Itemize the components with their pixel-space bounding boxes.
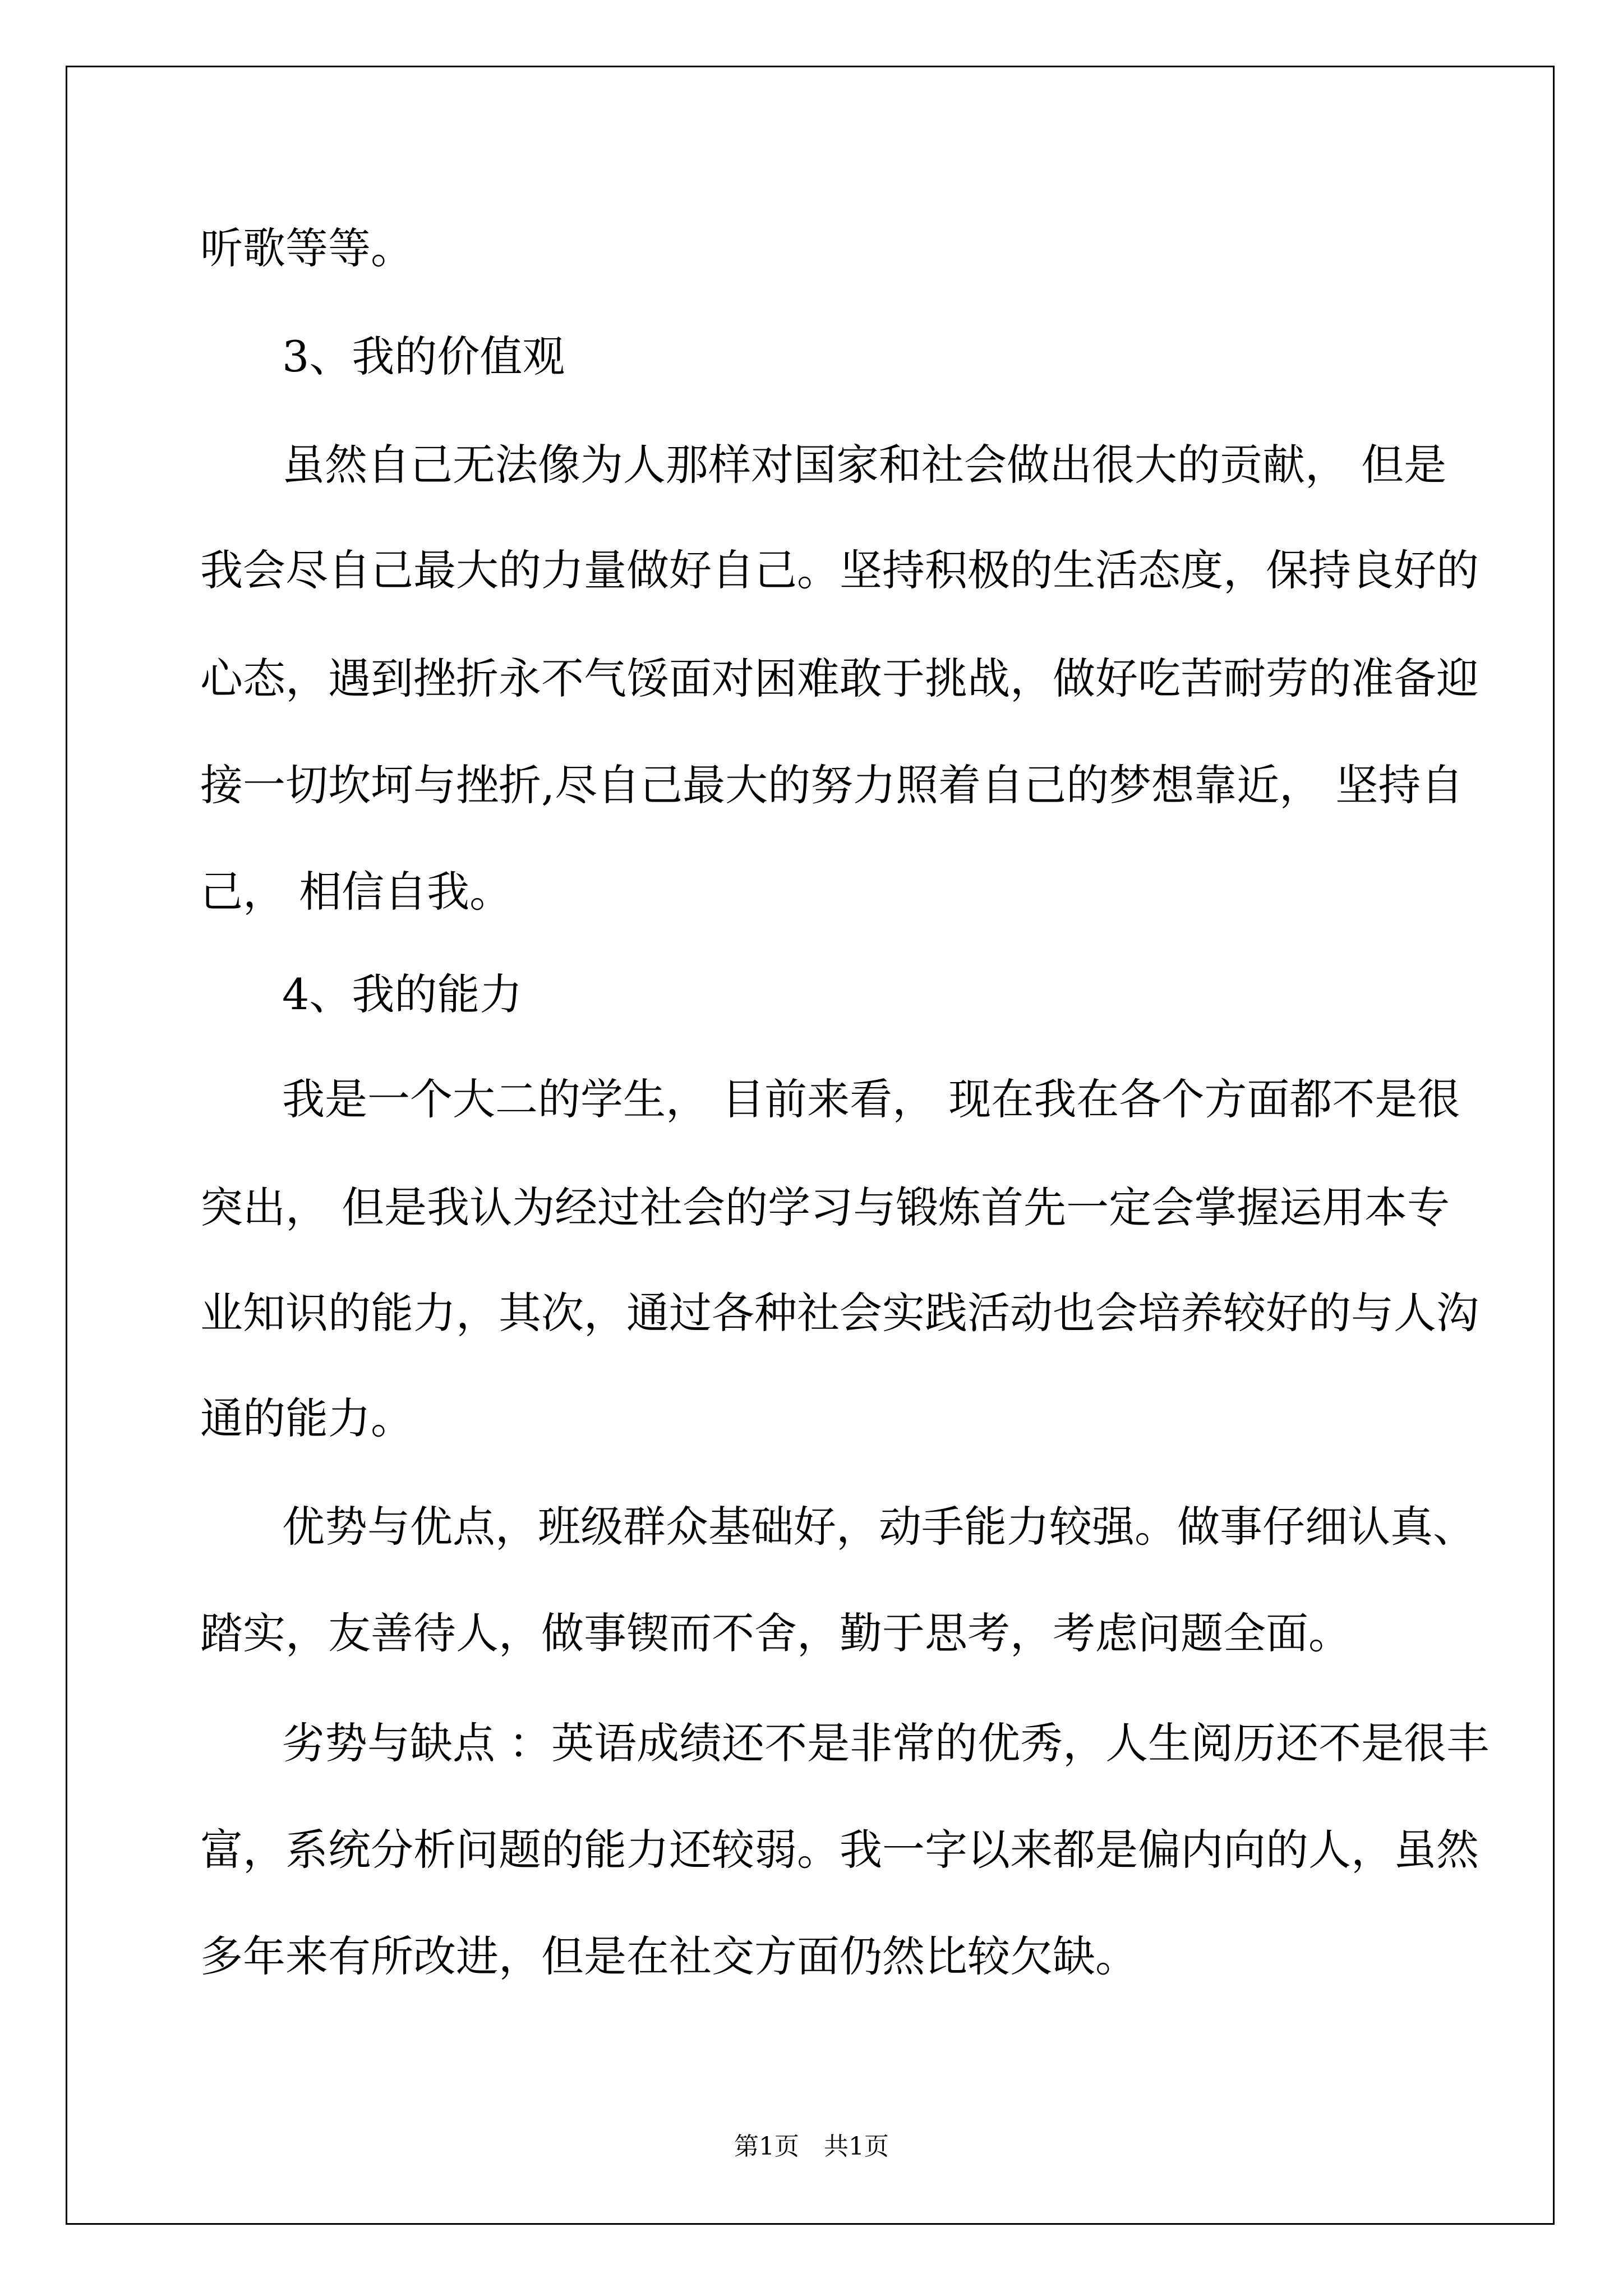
paragraph-line: 我会尽自己最大的力量做好自己。坚持积极的生活态度，保持良好的: [200, 545, 1479, 595]
section-heading-values: 3、我的价值观: [282, 332, 565, 381]
paragraph-line: 接一切坎坷与挫折,尽自己最大的努力照着自己的梦想靠近， 坚持自: [200, 760, 1464, 810]
paragraph-line: 通的能力。: [200, 1393, 413, 1443]
paragraph-line: 突出， 但是我认为经过社会的学习与锻炼首先一定会掌握运用本专: [200, 1182, 1450, 1232]
section-heading-ability: 4、我的能力: [282, 969, 523, 1019]
paragraph-line: 我是一个大二的学生， 目前来看， 现在我在各个方面都不是很: [282, 1074, 1460, 1124]
paragraph-line: 虽然自己无法像为人那样对国家和社会做出很大的贡献， 但是: [282, 440, 1447, 490]
paragraph-line: 心态，遇到挫折永不气馁面对困难敢于挑战，做好吃苦耐劳的准备迎: [200, 654, 1479, 703]
paragraph-line: 业知识的能力，其次，通过各种社会实践活动也会培养较好的与人沟: [200, 1288, 1479, 1338]
paragraph-line: 富，系统分析问题的能力还较弱。我一字以来都是偏内向的人，虽然: [200, 1825, 1479, 1875]
paragraph-line: 己， 相信自我。: [200, 867, 513, 917]
paragraph-line: 劣势与缺点 ：英语成绩还不是非常的优秀，人生阅历还不是很丰: [282, 1718, 1490, 1768]
paragraph-line: 听歌等等。: [200, 223, 413, 273]
paragraph-line: 优势与优点，班级群众基础好，动手能力较强。做事仔细认真、: [282, 1502, 1476, 1552]
page-number-footer: 第1页 共1页: [734, 2132, 889, 2161]
paragraph-line: 踏实，友善待人，做事锲而不舍，勤于思考，考虑问题全面。: [200, 1608, 1351, 1658]
paragraph-line: 多年来有所改进，但是在社交方面仍然比较欠缺。: [200, 1931, 1138, 1981]
